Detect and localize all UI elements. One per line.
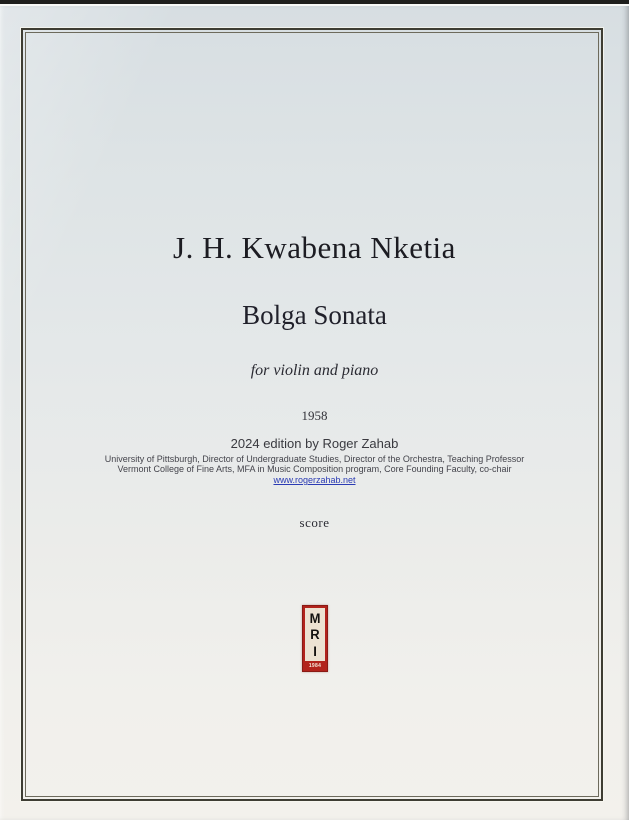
publisher-logo-year: 1984 — [308, 662, 322, 669]
instrumentation-subtitle: for violin and piano — [250, 362, 379, 379]
publisher-logo-letter-m: M — [309, 610, 321, 626]
publisher-logo-letters — [305, 608, 325, 661]
publisher-logo-letter-i: I — [313, 643, 317, 659]
editor-credits-line-2: Vermont College of Fine Arts, MFA in Music Composition program, Core Founding Faculty, co-chair — [117, 464, 512, 474]
publisher-logo — [302, 605, 328, 672]
work-title: Bolga Sonata — [242, 300, 387, 330]
publisher-logo-letter-r: R — [310, 626, 320, 643]
edition-line: 2024 edition by Roger Zahab — [230, 436, 399, 451]
score-cover-page — [0, 4, 629, 820]
editor-website-line — [0, 476, 629, 485]
editor-credits-line-1: University of Pittsburgh, Director of Undergraduate Studies, Director of the Orchestra, Teaching Professor — [104, 454, 525, 464]
editor-website-link: www.rogerzahab.net — [273, 475, 356, 485]
composer-name: J. H. Kwabena Nketia — [173, 230, 456, 265]
part-label: score — [299, 515, 330, 530]
composition-year: 1958 — [301, 408, 328, 423]
